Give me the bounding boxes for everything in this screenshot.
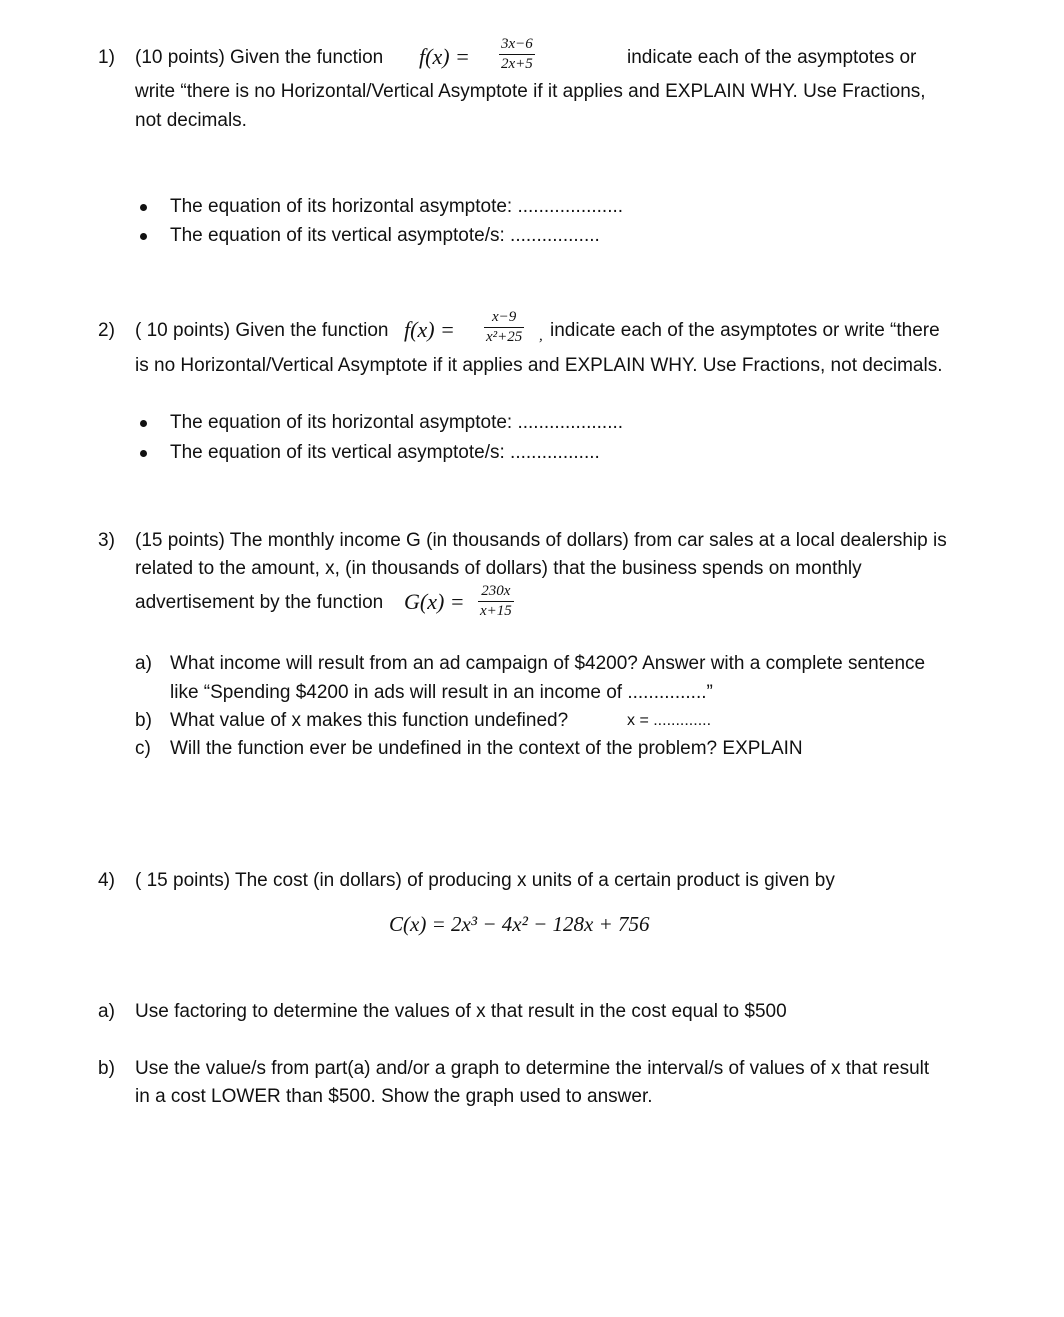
q3-function-lhs: G(x) = [404, 589, 465, 614]
q2-fraction [484, 309, 524, 346]
q2-vertical-asymptote-prompt: The equation of its vertical asymptote/s: ................. [170, 442, 600, 463]
q1-fraction [499, 36, 535, 73]
q2-fraction-numerator: x−9 [492, 309, 517, 325]
q3-part-b-label: b) [135, 710, 152, 731]
q4-part-b-line1: Use the value/s from part(a) and/or a graph to determine the interval/s of values of x that result [135, 1058, 930, 1079]
q1-intro-continued: indicate each of the asymptotes or [627, 47, 917, 68]
q1-intro: (10 points) Given the function [135, 47, 384, 68]
q4-cost-equation: C(x) = 2x³ − 4x² − 128x + 756 [389, 912, 650, 936]
q3-fraction [478, 583, 514, 620]
q3-line2: related to the amount, x, (in thousands of dollars) that the business spends on monthly [135, 558, 862, 579]
q1-fraction-numerator: 3x−6 [501, 36, 533, 52]
q1-fraction-bar [499, 54, 535, 55]
q2-fraction-bar [484, 327, 524, 328]
q1-vertical-asymptote-prompt: The equation of its vertical asymptote/s: ................. [170, 225, 600, 246]
q2-horizontal-asymptote-prompt: The equation of its horizontal asymptote: .................... [170, 412, 624, 433]
q4-part-b-line2: in a cost LOWER than $500. Show the graph used to answer. [135, 1086, 653, 1107]
q2-line2: is no Horizontal/Vertical Asymptote if it applies and EXPLAIN WHY. Use Fractions, not decimals. [135, 355, 943, 376]
q3-line3: advertisement by the function [135, 592, 384, 613]
bullet-icon [140, 420, 147, 427]
q3-fraction-denominator: x+15 [480, 603, 512, 619]
q4-line1: ( 15 points) The cost (in dollars) of producing x units of a certain product is given by [135, 870, 835, 891]
q2-function-lhs: f(x) = [404, 317, 455, 342]
q4-part-a-text: Use factoring to determine the values of x that result in the cost equal to $500 [135, 1001, 787, 1022]
q4-part-a-label: a) [98, 1001, 115, 1022]
q3-part-a-line1: What income will result from an ad campaign of $4200? Answer with a complete sentence [170, 653, 926, 674]
q1-line2: write “there is no Horizontal/Vertical Asymptote if it applies and EXPLAIN WHY. Use Fractions, [135, 81, 926, 102]
q3-line1: (15 points) The monthly income G (in thousands of dollars) from car sales at a local dealership is [135, 530, 947, 551]
q4-number: 4) [98, 870, 115, 891]
q1-number: 1) [98, 47, 115, 68]
q3-part-c-label: c) [135, 738, 151, 759]
q2-intro-continued: indicate each of the asymptotes or write “there [550, 320, 940, 341]
q4-part-b-label: b) [98, 1058, 115, 1079]
q2-number: 2) [98, 320, 115, 341]
q3-number: 3) [98, 530, 115, 551]
q1-function-lhs: f(x) = [419, 44, 470, 69]
q3-fraction-numerator: 230x [481, 583, 511, 599]
q3-part-b-text: What value of x makes this function undefined? [170, 710, 569, 731]
q3-part-a-line2: like “Spending $4200 in ads will result in an income of ...............” [170, 682, 713, 703]
q2-intro: ( 10 points) Given the function [135, 320, 389, 341]
q3-fraction-bar [478, 601, 514, 602]
q1-line3: not decimals. [135, 110, 247, 131]
bullet-icon [140, 450, 147, 457]
bullet-icon [140, 233, 147, 240]
bullet-icon [140, 204, 147, 211]
q2-fraction-denominator: x²+25 [486, 329, 523, 345]
q3-part-b-answer: x = ............. [627, 712, 712, 729]
q3-part-a-label: a) [135, 653, 152, 674]
q1-horizontal-asymptote-prompt: The equation of its horizontal asymptote: .................... [170, 196, 624, 217]
q2-fraction-comma: , [539, 328, 543, 344]
q1-fraction-denominator: 2x+5 [501, 56, 533, 72]
q3-part-c-text: Will the function ever be undefined in the context of the problem? EXPLAIN [170, 738, 803, 759]
